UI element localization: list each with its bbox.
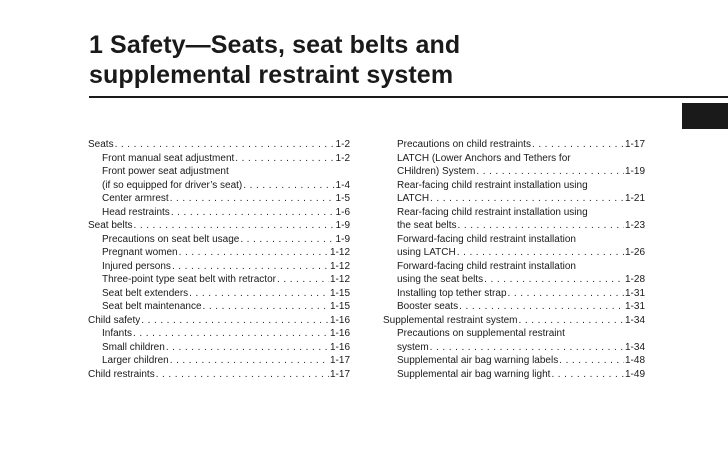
toc-entry-label: Pregnant women — [102, 247, 178, 258]
toc-entry-label: Seat belts — [88, 220, 133, 231]
toc-entry[interactable] — [88, 287, 350, 301]
toc-entry-label: Supplemental air bag warning light — [397, 368, 551, 380]
toc-entry-page: 1-19 — [624, 166, 645, 177]
toc-entry-label: Supplemental restraint system — [383, 314, 518, 326]
toc-entry[interactable] — [383, 219, 645, 233]
toc-entry[interactable] — [88, 206, 350, 220]
dot-leader — [277, 273, 329, 287]
toc-entry[interactable] — [383, 138, 645, 152]
dot-leader — [133, 327, 329, 341]
toc-entry-page: 1-16 — [329, 328, 350, 339]
toc-entry-label: Head restraints — [102, 206, 170, 218]
toc-entry[interactable] — [383, 273, 645, 287]
toc-entry-page: 1-6 — [335, 206, 350, 218]
page-title-line-2: supplemental restraint system — [89, 61, 454, 89]
toc-entry-page: 1-26 — [624, 247, 645, 258]
toc-right-column — [383, 138, 645, 381]
dot-leader — [484, 273, 624, 287]
toc-entry[interactable] — [88, 314, 350, 328]
toc-entry-label: (if so equipped for driver’s seat) — [102, 179, 243, 191]
toc-left-column — [88, 138, 350, 381]
toc-entry[interactable] — [383, 300, 645, 314]
toc-entry[interactable] — [88, 300, 350, 314]
toc-entry-page: 1-28 — [624, 274, 645, 285]
toc-entry-page: 1-48 — [624, 355, 645, 366]
toc-entry[interactable] — [88, 219, 350, 233]
toc-entry-label: using LATCH — [397, 247, 456, 258]
page-title-line-1: 1 Safety—Seats, seat belts and — [89, 31, 461, 59]
dot-leader — [179, 246, 329, 260]
dot-leader — [476, 165, 624, 179]
toc-entry-label: Infants — [102, 328, 133, 339]
toc-entry-label: LATCH — [397, 193, 430, 204]
toc-entry-label: Front manual seat adjustment — [102, 152, 235, 164]
toc-entry[interactable] — [88, 192, 350, 206]
toc-entry-label: Child safety — [88, 314, 141, 326]
dot-leader — [532, 138, 624, 152]
toc-entry[interactable] — [88, 341, 350, 355]
toc-entry-label: Booster seats — [397, 301, 459, 312]
toc-entry-label: Installing top tether strap — [397, 287, 507, 299]
dot-leader — [133, 219, 334, 233]
toc-entry[interactable] — [383, 192, 645, 206]
toc-entry-label: Seat belt extenders — [102, 287, 189, 299]
dot-leader — [551, 368, 624, 382]
toc-entry-label[interactable]: Forward-facing child restraint installation — [397, 233, 576, 245]
toc-entry[interactable] — [88, 179, 350, 193]
toc-entry-label: using the seat belts — [397, 274, 484, 285]
toc-entry-label[interactable]: LATCH (Lower Anchors and Tethers for — [397, 152, 571, 164]
toc-entry-label: CHildren) System — [397, 166, 476, 177]
toc-entry[interactable] — [383, 287, 645, 301]
dot-leader — [459, 300, 624, 314]
toc-entry[interactable] — [383, 341, 645, 355]
toc-entry-label: Precautions on seat belt usage — [102, 233, 240, 245]
toc-entry[interactable] — [88, 138, 350, 152]
toc-entry-label: system — [397, 341, 429, 353]
toc-entry-page: 1-15 — [329, 301, 350, 312]
toc-entry-page: 1-12 — [329, 260, 350, 272]
dot-leader — [115, 138, 335, 152]
dot-leader — [457, 219, 624, 233]
toc-entry-page: 1-9 — [335, 233, 350, 245]
dot-leader — [508, 287, 624, 301]
dot-leader — [235, 152, 334, 166]
toc-entry-page: 1-2 — [335, 139, 350, 150]
dot-leader — [171, 206, 335, 220]
toc-entry-label: Center armrest — [102, 193, 169, 204]
toc-entry-page: 1-17 — [329, 355, 350, 366]
toc-entry-page: 1-5 — [335, 193, 350, 204]
toc-entry[interactable] — [88, 368, 350, 382]
dot-leader — [189, 287, 329, 301]
header-rule — [89, 96, 728, 98]
dot-leader — [559, 354, 624, 368]
toc-entry-label: Three-point type seat belt with retractor — [102, 274, 276, 285]
dot-leader — [430, 341, 624, 355]
toc-entry-label[interactable]: Front power seat adjustment — [102, 166, 229, 177]
toc-entry-label: Injured persons — [102, 260, 171, 272]
dot-leader — [156, 368, 329, 382]
dot-leader — [170, 192, 335, 206]
toc-entry[interactable] — [88, 246, 350, 260]
dot-leader — [243, 179, 334, 193]
toc-entry-page: 1-23 — [624, 220, 645, 231]
toc-entry-label: Supplemental air bag warning labels — [397, 355, 559, 366]
toc-entry-page: 1-12 — [329, 247, 350, 258]
toc-entry[interactable] — [383, 246, 645, 260]
dot-leader — [457, 246, 624, 260]
toc-entry-page: 1-9 — [335, 220, 350, 231]
dot-leader — [203, 300, 329, 314]
toc-entry-label: Child restraints — [88, 368, 155, 380]
dot-leader — [430, 192, 624, 206]
toc-entry[interactable] — [88, 260, 350, 274]
toc-entry-page: 1-17 — [329, 368, 350, 380]
toc-entry-label: Precautions on child restraints — [397, 139, 531, 150]
dot-leader — [141, 314, 329, 328]
toc-entry[interactable] — [88, 152, 350, 166]
toc-entry-label[interactable]: Rear-facing child restraint installation using — [397, 206, 588, 218]
toc-entry-label: Seat belt maintenance — [102, 301, 202, 312]
toc-entry[interactable] — [383, 165, 645, 179]
toc-entry-page: 1-2 — [335, 152, 350, 164]
toc-entry[interactable] — [88, 233, 350, 247]
toc-entry-page: 1-31 — [624, 287, 645, 299]
toc-entry-page: 1-49 — [624, 368, 645, 380]
toc-entry-label: Small children — [102, 341, 165, 353]
toc-entry-page: 1-4 — [335, 179, 350, 191]
dot-leader — [170, 354, 329, 368]
toc-entry[interactable] — [383, 314, 645, 328]
toc-entry[interactable] — [88, 327, 350, 341]
toc-entry[interactable] — [88, 273, 350, 287]
dot-leader — [172, 260, 329, 274]
dot-leader — [519, 314, 624, 328]
toc-entry-page: 1-34 — [624, 341, 645, 353]
toc-entry-label[interactable]: Rear-facing child restraint installation using — [397, 179, 588, 191]
toc-entry-page: 1-12 — [329, 274, 350, 285]
dot-leader — [240, 233, 334, 247]
page-title — [89, 30, 649, 90]
toc-entry-label: the seat belts — [397, 220, 457, 231]
toc-entry-page: 1-31 — [624, 301, 645, 312]
toc-entry[interactable] — [88, 354, 350, 368]
toc-entry-label[interactable]: Precautions on supplemental restraint — [397, 328, 565, 339]
toc-entry-page: 1-15 — [329, 287, 350, 299]
toc-entry-page: 1-16 — [329, 341, 350, 353]
toc-entry-page: 1-16 — [329, 314, 350, 326]
toc-entry-page: 1-34 — [624, 314, 645, 326]
toc-entry-page: 1-17 — [624, 139, 645, 150]
section-tab-marker — [682, 103, 728, 129]
toc-entry-label: Larger children — [102, 355, 169, 366]
toc-entry-label[interactable]: Forward-facing child restraint installation — [397, 260, 576, 272]
toc-entry[interactable] — [383, 368, 645, 382]
toc-entry-page: 1-21 — [624, 193, 645, 204]
dot-leader — [166, 341, 329, 355]
toc-entry[interactable] — [383, 354, 645, 368]
toc-entry-label: Seats — [88, 139, 114, 150]
